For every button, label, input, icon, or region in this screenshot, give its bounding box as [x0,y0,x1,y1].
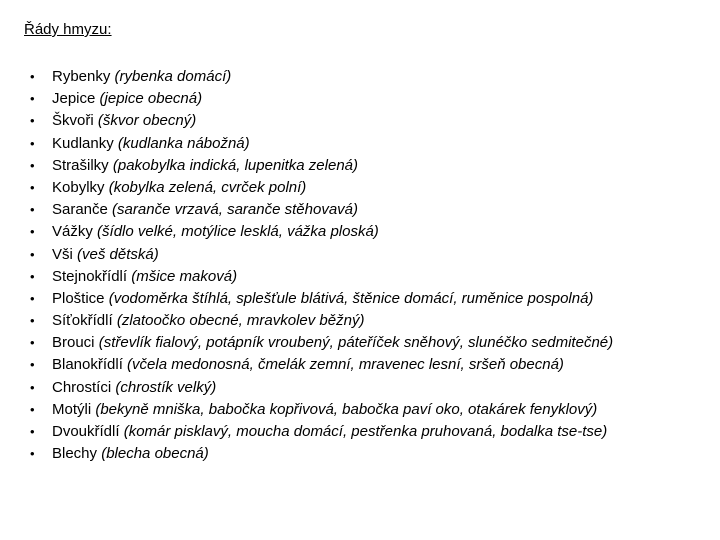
order-name: Saranče [52,201,108,219]
order-name: Strašilky [52,156,109,174]
order-examples: (saranče vrzavá, saranče stěhovavá) [112,201,358,219]
order-examples: (kobylka zelená, cvrček polní) [108,178,307,196]
order-examples: (komár pisklavý, moucha domácí, pestřenka pruhovaná, bodalka tse-tse) [123,423,608,440]
order-examples: (vodoměrka štíhlá, splešťule blátivá, štěnice domácí, ruměnice pospolná) [108,289,594,307]
order-entry [52,267,237,287]
order-name: Síťokřídlí [52,312,113,330]
order-name: Motýli [52,400,92,418]
bullet-icon: • [30,401,35,417]
order-examples: (rybenka domácí) [114,68,232,85]
order-examples: (zlatoočko obecné, mravkolev běžný) [116,312,365,330]
order-name: Blechy [52,445,98,463]
order-examples: (veš dětská) [77,245,159,263]
bullet-icon: • [30,290,35,306]
bullet-icon: • [30,268,35,284]
order-entry [52,67,231,87]
bullet-icon: • [30,202,35,218]
order-name: Stejnokřídlí [52,267,128,285]
order-examples: (škvor obecný) [97,112,197,130]
bullet-icon: • [30,357,35,373]
order-name: Brouci [52,334,95,352]
order-name: Dvoukřídlí [52,423,120,440]
order-examples: (včela medonosná, čmelák zemní, mravenec lesní, sršeň obecná) [127,356,564,374]
order-entry [52,89,202,109]
order-entry [52,222,379,242]
order-examples: (jepice obecná) [99,90,203,108]
page-title: Řády hmyzu: [24,21,112,38]
order-examples: (pakobylka indická, lupenitka zelená) [112,156,359,174]
bullet-icon: • [30,135,35,151]
order-examples: (bekyně mniška, babočka kopřivová, babočka paví oko, otakárek fenyklový) [95,400,598,418]
bullet-icon: • [30,424,35,439]
order-entry [52,134,250,154]
bullet-icon: • [30,446,35,462]
bullet-icon: • [30,179,35,195]
bullet-icon: • [30,224,35,240]
order-name: Škvoři [52,112,94,130]
order-name: Ploštice [52,289,105,307]
order-name: Kudlanky [52,134,114,152]
order-entry [52,111,196,131]
order-entry [52,355,564,375]
bullet-icon: • [30,313,35,329]
order-entry [52,200,358,220]
bullet-icon: • [30,379,35,395]
order-examples: (chrostík velký) [115,378,217,396]
order-entry [52,444,209,464]
order-name: Blanokřídlí [52,356,123,374]
order-entry [52,289,593,309]
order-examples: (střevlík fialový, potápník vroubený, páteříček sněhový, slunéčko sedmitečné) [98,334,614,352]
order-entry [52,378,216,398]
order-entry [52,400,597,420]
order-name: Vši [52,245,73,263]
order-examples: (blecha obecná) [101,445,209,463]
order-entry [52,333,613,353]
bullet-icon: • [30,69,35,84]
bullet-icon: • [30,335,35,351]
order-name: Jepice [52,90,96,108]
order-name: Chrostíci [52,378,112,396]
order-entry [52,245,159,265]
bullet-icon: • [30,157,35,173]
order-name: Kobylky [52,178,105,196]
bullet-icon: • [30,113,35,129]
order-name: Vážky [52,223,93,241]
order-entry [52,422,607,442]
order-entry [52,156,358,176]
order-name: Rybenky [52,68,111,85]
order-entry [52,311,364,331]
order-entry [52,178,306,198]
order-examples: (mšice maková) [131,267,238,285]
bullet-icon: • [30,246,35,262]
order-examples: (šídlo velké, motýlice lesklá, vážka ploská) [97,223,379,241]
bullet-icon: • [30,91,35,107]
order-examples: (kudlanka nábožná) [117,134,250,152]
